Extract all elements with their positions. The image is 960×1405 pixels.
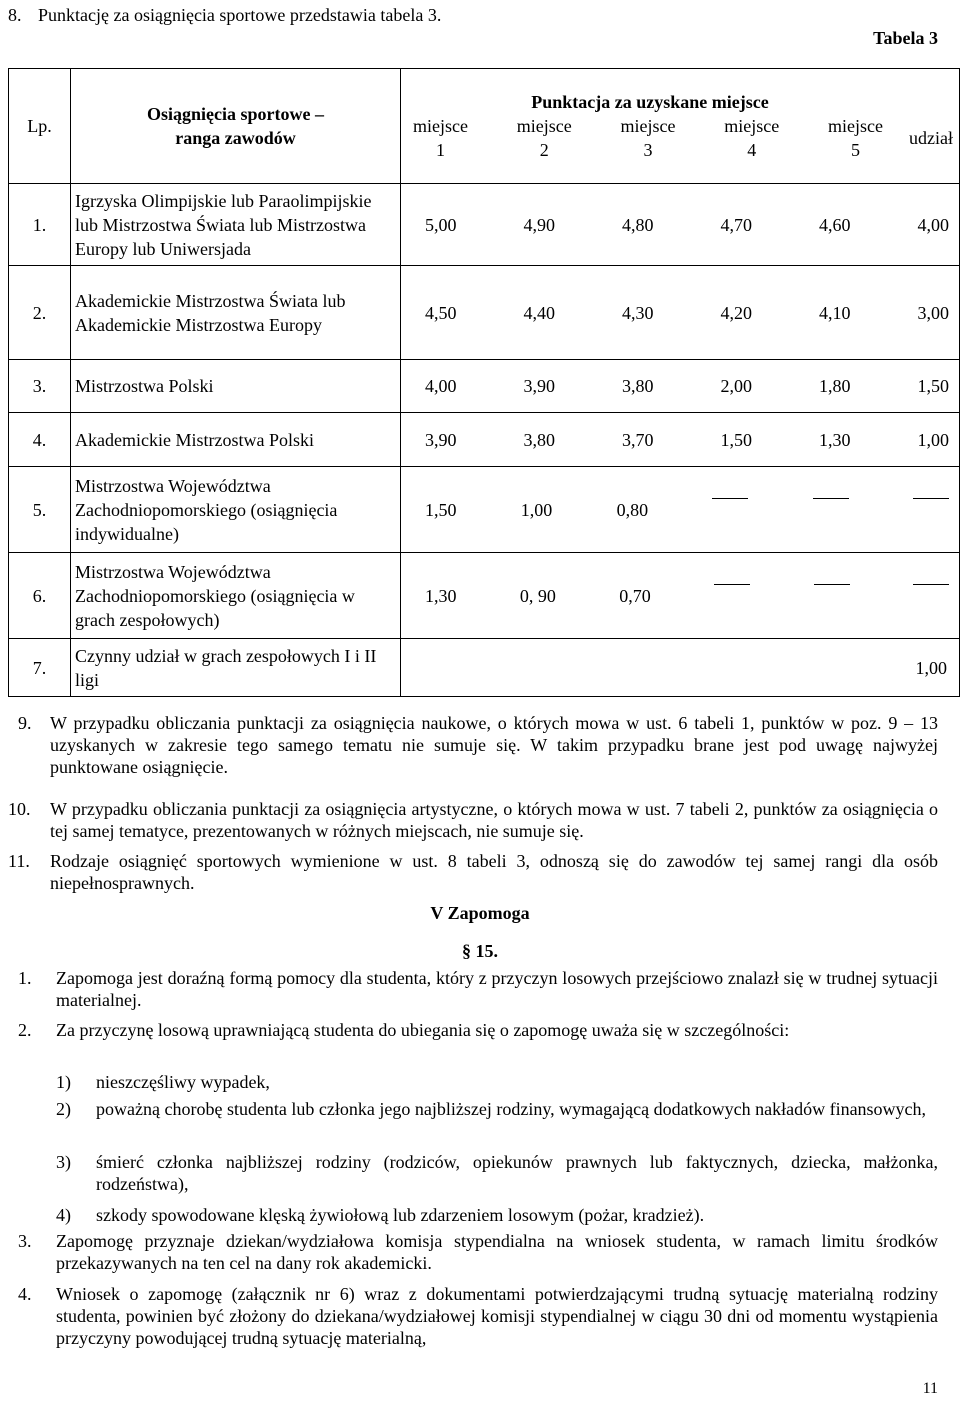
intro-number: 8. <box>8 5 22 25</box>
dash-placeholder <box>814 584 850 608</box>
row-participation: 1,00 <box>401 639 960 697</box>
subitem-4: 4) szkody spowodowane klęską żywiołową lub zdarzeniem losowym (pożar, kradzież). <box>56 1205 705 1225</box>
dash-placeholder <box>913 498 949 522</box>
table-caption: Tabela 3 <box>873 28 938 48</box>
row-lp: 6. <box>9 553 71 639</box>
paragraph-10: 10. W przypadku obliczania punktacji za osiągnięcia artystyczne, o których mowa w ust. 7 tabeli 2, punktów za osiągnięcia o tej samej tematyce, prezentowanych w różnych miejscach, nie sumuje się. <box>8 799 938 841</box>
row-name: Akademickie Mistrzostwa Świata lub Akademickie Mistrzostwa Europy <box>71 266 401 360</box>
header-place-5: miejsce 5 <box>828 116 883 160</box>
row-values: 1,50 1,00 0,80 <box>401 467 960 553</box>
header-place-3: miejsce 3 <box>620 116 676 160</box>
row-name: Akademickie Mistrzostwa Polski <box>71 413 401 467</box>
header-points-title: Punktacja za uzyskane miejsce <box>531 92 769 112</box>
table-row <box>9 413 960 467</box>
row-values: 4,00 3,90 3,80 2,00 1,80 1,50 <box>401 360 960 413</box>
row-lp: 1. <box>9 184 71 266</box>
paragraph-11: 11. Rodzaje osiągnięć sportowych wymienione w ust. 8 tabeli 3, odnoszą się do zawodów tej samej rangi dla osób niepełnosprawnych. <box>8 851 938 893</box>
header-achievements-title: Osiągnięcia sportowe – <box>147 104 324 124</box>
section-title: V Zapomoga <box>430 903 530 923</box>
table-row <box>9 553 960 639</box>
row-values: 3,90 3,80 3,70 1,50 1,30 1,00 <box>401 413 960 467</box>
intro-text: Punktację za osiągnięcia sportowe przedstawia tabela 3. <box>38 5 442 25</box>
table-row <box>9 360 960 413</box>
paragraph-9: 9. W przypadku obliczania punktacji za osiągnięcia naukowe, o których mowa w ust. 6 tabeli 1, punktów w poz. 9 – 13 uzyskanych w zakresie tego samego tematu nie sumuje się. W takim przypadku brane jest pod uwagę najwyżej punktowane osiągnięcie. <box>18 713 938 777</box>
row-values: 1,30 0, 90 0,70 <box>401 553 960 639</box>
dash-placeholder <box>714 584 750 608</box>
intro-line <box>8 4 441 26</box>
header-place-1: miejsce 1 <box>413 116 468 160</box>
item-1: 1. Zapomoga jest doraźną formą pomocy dla studenta, który z przyczyn losowych przejściowo znalazł się w trudnej sytuacji materialnej. <box>18 968 938 1010</box>
table-row <box>9 467 960 553</box>
item-2: 2. Za przyczynę losową uprawniającą studenta do ubiegania się o zapomogę uważa się w szczególności: <box>18 1020 790 1040</box>
row-values: 5,00 4,90 4,80 4,70 4,60 4,00 <box>401 184 960 266</box>
subitem-3: 3) śmierć członka najbliższej rodziny (rodziców, opiekunów prawnych lub faktycznych, dziecka, małżonka, rodzeństwa), <box>56 1152 938 1194</box>
header-place-4: miejsce 4 <box>724 116 780 160</box>
header-achievements <box>71 69 401 184</box>
table-row <box>9 639 960 697</box>
table-row <box>9 184 960 266</box>
dash-placeholder <box>813 498 849 522</box>
subitem-1: 1) nieszczęśliwy wypadek, <box>56 1072 270 1092</box>
row-name: Mistrzostwa Województwa Zachodniopomorskiego (osiągnięcia indywidualne) <box>71 467 401 553</box>
row-name: Czynny udział w grach zespołowych I i II ligi <box>71 639 401 697</box>
dash-placeholder <box>913 584 949 608</box>
header-lp: Lp. <box>9 69 71 184</box>
header-points <box>401 69 960 184</box>
row-name: Mistrzostwa Polski <box>71 360 401 413</box>
row-lp: 7. <box>9 639 71 697</box>
row-lp: 5. <box>9 467 71 553</box>
dash-placeholder <box>712 498 748 522</box>
page-number: 11 <box>922 1380 938 1397</box>
row-name: Igrzyska Olimpijskie lub Paraolimpijskie lub Mistrzostwa Świata lub Mistrzostwa Europy lub Uniwersjada <box>71 184 401 266</box>
header-participation: udział <box>909 128 954 148</box>
header-achievements-subtitle: ranga zawodów <box>175 128 296 148</box>
row-lp: 3. <box>9 360 71 413</box>
subitem-2: 2) poważną chorobę studenta lub członka jego najbliższej rodziny, wymagającą dodatkowych nakładów finansowych, <box>56 1099 927 1119</box>
row-lp: 4. <box>9 413 71 467</box>
section-paragraph-mark: § 15. <box>462 941 498 961</box>
table-row <box>9 266 960 360</box>
row-lp: 2. <box>9 266 71 360</box>
header-place-2: miejsce 2 <box>516 116 572 160</box>
row-values: 4,50 4,40 4,30 4,20 4,10 3,00 <box>401 266 960 360</box>
item-3: 3. Zapomogę przyznaje dziekan/wydziałowa komisja stypendialna na wniosek studenta, w ramach limitu środków przekazywanych na ten cel na dany rok akademicki. <box>18 1231 938 1273</box>
sports-points-table <box>8 68 960 697</box>
row-name: Mistrzostwa Województwa Zachodniopomorskiego (osiągnięcia w grach zespołowych) <box>71 553 401 639</box>
item-4: 4. Wniosek o zapomogę (załącznik nr 6) wraz z dokumentami potwierdzającymi trudną sytuację materialną rodziny studenta, powinien być złożony do dziekana/wydziałowej komisji stypendialnej w ciągu 30 dni od momentu wystąpienia przyczyny powodującej trudną sytuację materialną, <box>18 1284 938 1348</box>
